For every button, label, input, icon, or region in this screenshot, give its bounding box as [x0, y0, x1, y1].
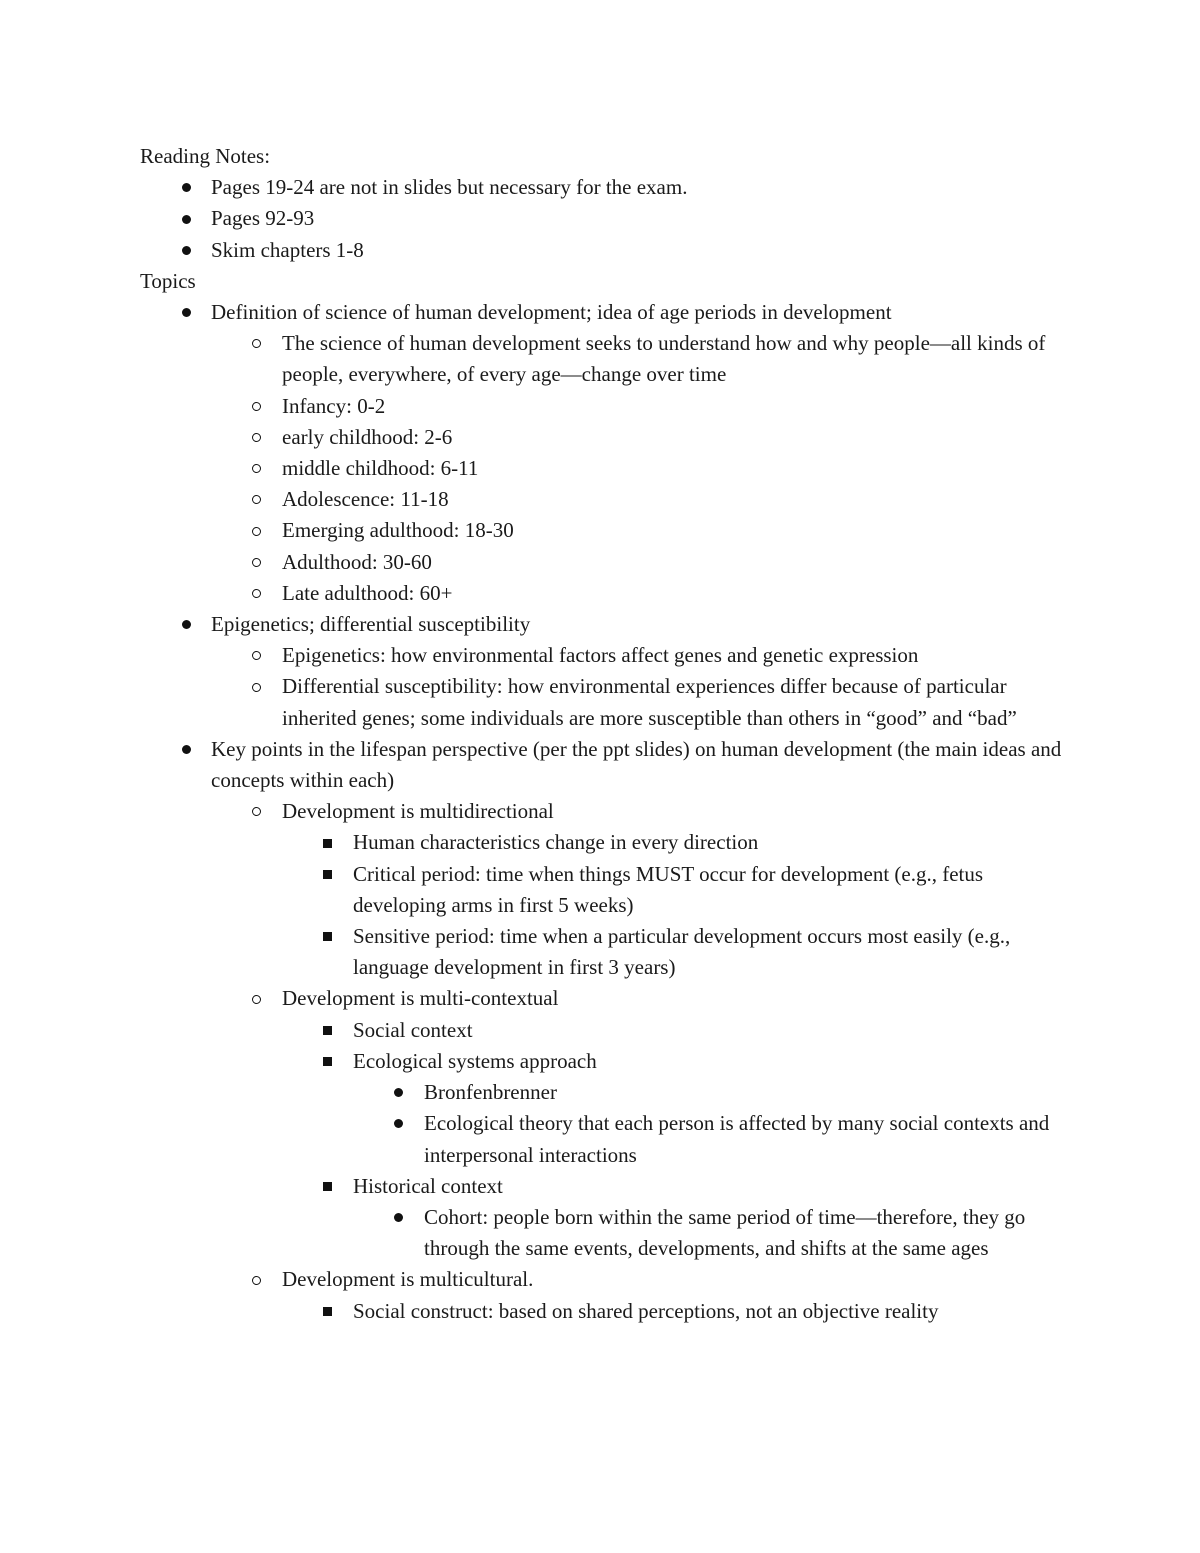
bullet-square-icon: [317, 921, 337, 952]
bullet-circle-icon: [246, 515, 266, 546]
bullet-dot-icon: [176, 297, 196, 328]
list-item: Social context: [140, 1015, 1070, 1046]
list-item: Human characteristics change in every direction: [140, 827, 1070, 858]
list-item: Adolescence: 11-18: [140, 484, 1070, 515]
list-item: Pages 92-93: [140, 203, 1070, 234]
bullet-dot-icon: [176, 235, 196, 266]
list-item: Social construct: based on shared perceptions, not an objective reality: [140, 1296, 1070, 1327]
list-item: Pages 19-24 are not in slides but necessary for the exam.: [140, 172, 1070, 203]
bullet-circle-icon: [246, 578, 266, 609]
list-item: Critical period: time when things MUST occur for development (e.g., fetus developing arms in first 5 weeks): [140, 859, 1070, 921]
bullet-circle-icon: [246, 453, 266, 484]
bullet-square-icon: [317, 1046, 337, 1077]
bullet-dot-icon: [176, 172, 196, 203]
topic-epigenetics: Epigenetics; differential susceptibility: [140, 609, 1070, 640]
topics-list: [140, 297, 1070, 1327]
bullet-circle-icon: [246, 796, 266, 827]
bullet-circle-icon: [246, 484, 266, 515]
topic-definition: Definition of science of human development; idea of age periods in development: [140, 297, 1070, 328]
reading-notes-heading: Reading Notes:: [140, 144, 271, 168]
list-item: Emerging adulthood: 18-30: [140, 515, 1070, 546]
list-item: Ecological systems approach: [140, 1046, 1070, 1077]
list-item: The science of human development seeks to understand how and why people—all kinds of people, everywhere, of every age—change over time: [140, 328, 1070, 390]
list-item: middle childhood: 6-11: [140, 453, 1070, 484]
list-item: Cohort: people born within the same period of time—therefore, they go through the same events, developments, and shifts at the same ages: [140, 1202, 1070, 1264]
bullet-circle-icon: [246, 547, 266, 578]
topics-heading: Topics: [140, 268, 196, 293]
list-item: Ecological theory that each person is affected by many social contexts and interpersonal interactions: [140, 1108, 1070, 1170]
list-item: Historical context: [140, 1171, 1070, 1202]
bullet-circle-icon: [246, 1264, 266, 1295]
bullet-dot-icon: [176, 609, 196, 640]
list-item: Sensitive period: time when a particular development occurs most easily (e.g., language development in first 3 years): [140, 921, 1070, 983]
bullet-circle-icon: [246, 328, 266, 359]
topic-lifespan: Key points in the lifespan perspective (per the ppt slides) on human development (the main ideas and concepts within each): [140, 734, 1070, 796]
bullet-square-icon: [317, 859, 337, 890]
bullet-dot-icon: [388, 1108, 408, 1139]
bullet-circle-icon: [246, 983, 266, 1014]
list-item: Epigenetics: how environmental factors affect genes and genetic expression: [140, 640, 1070, 671]
bullet-square-icon: [317, 1171, 337, 1202]
bullet-square-icon: [317, 827, 337, 858]
bullet-square-icon: [317, 1015, 337, 1046]
bullet-dot-icon: [388, 1202, 408, 1233]
bullet-circle-icon: [246, 671, 266, 702]
bullet-dot-icon: [176, 203, 196, 234]
bullet-dot-icon: [176, 734, 196, 765]
list-item: Bronfenbrenner: [140, 1077, 1070, 1108]
bullet-square-icon: [317, 1296, 337, 1327]
reading-notes-list: [140, 172, 1070, 266]
notes-content: [140, 141, 1070, 1327]
subtopic-multidirectional: Development is multidirectional: [140, 796, 1070, 827]
subtopic-multicontextual: Development is multi-contextual: [140, 983, 1070, 1014]
list-item: Infancy: 0-2: [140, 391, 1070, 422]
bullet-circle-icon: [246, 640, 266, 671]
list-item: Skim chapters 1-8: [140, 235, 1070, 266]
bullet-circle-icon: [246, 422, 266, 453]
list-item: Differential susceptibility: how environmental experiences differ because of particular inherited genes; some individuals are more susceptible than others in “good” and “bad”: [140, 671, 1070, 733]
subtopic-multicultural: Development is multicultural.: [140, 1264, 1070, 1295]
list-item: Adulthood: 30-60: [140, 547, 1070, 578]
list-item: Late adulthood: 60+: [140, 578, 1070, 609]
bullet-dot-icon: [388, 1077, 408, 1108]
bullet-circle-icon: [246, 391, 266, 422]
list-item: early childhood: 2-6: [140, 422, 1070, 453]
